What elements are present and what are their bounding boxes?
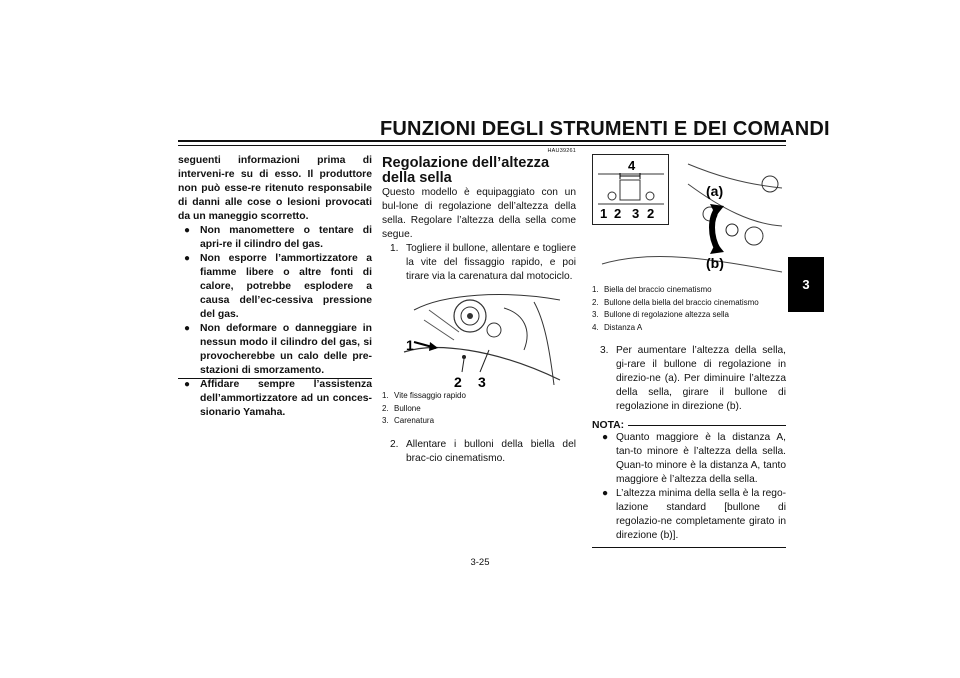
bullet-icon: ● [602,488,609,499]
caption-item: 3. Carenatura [382,416,435,425]
figure-label-b: (b) [706,255,724,271]
linkage-figure [592,154,786,278]
figure-label-2: 2 [614,206,622,221]
step-1: 1. Togliere il bullone, allentare e togliere la vite del fissaggio rapido, e poi tirare via la carenatura dal motociclo. [390,243,576,282]
bullet-icon: ● [602,432,609,443]
left-column [178,154,372,420]
section-intro: Questo modello è equipaggiato con un bul-lone di regolazione dell’altezza della sella. Regolare l’altezza della sella come segue. [382,187,576,240]
step-2: 2. Allentare i bulloni della biella del brac-cio cinematismo. [390,438,576,464]
bullet-item: ● Non manomettere o tentare di apri-re il cilindro del gas. [184,225,372,250]
bullet-icon: ● [184,323,191,334]
note-item: ● Quanto maggiore è la distanza A, tan-to minore è l’altezza della sella. Quan-to minore è la distanza A, tanto maggiore è l’altezza della sella. [602,432,786,485]
right-column [592,154,786,548]
figure-label-2b: 2 [647,206,655,221]
fairing-figure [384,290,562,390]
figure-label-4: 4 [628,158,636,173]
caption-item: 1. Biella del braccio cinematismo [592,285,712,294]
caption-item: 1. Vite fissaggio rapido [382,391,466,400]
figure-label-3: 3 [478,374,486,390]
note-label: NOTA: [592,420,625,431]
intro-text: seguenti informazioni prima di interveni-re su di esso. Il produttore non può esse-re ritenuto responsabile di danni alle cose o lesioni provocati da un maneggio scorretto. [178,155,372,222]
chapter-tab: 3 [788,257,824,312]
note-rule [628,425,786,426]
section-code: HAU39261 [547,148,576,154]
figure-captions [382,390,576,428]
caption-item: 2. Bullone [382,403,421,413]
bullet-icon: ● [184,379,191,390]
figure-label-3: 3 [632,206,640,221]
note-end-rule [592,547,786,548]
figure-label-1: 1 [406,337,414,353]
figure-captions [592,284,786,334]
step-3: 3. Per aumentare l’altezza della sella, gi-rare il bullone di regolazione in direzio-ne (a). Per diminuire l’altezza della sella, girare il bullone di regolazione in direzione (b). [600,345,786,412]
middle-column [382,148,576,466]
section-title: Regolazione dell’altezza della sella [382,155,550,186]
header-rule [178,140,786,142]
bullet-item: ● Non deformare o danneggiare in nessun modo il cilindro del gas, si provocherebbe un calo delle pre-stazioni di smorzamento. [184,323,372,376]
figure-label-a: (a) [706,183,724,199]
figure-label-2: 2 [454,374,462,390]
page-title: FUNZIONI DEGLI STRUMENTI E DEI COMANDI [380,118,830,140]
header-rule-thin [178,145,786,146]
warning-end-rule [178,378,372,379]
caption-item: 3. Bullone di regolazione altezza sella [592,310,729,319]
caption-item: 2. Bullone della biella del braccio cinematismo [592,297,759,307]
bullet-icon: ● [184,225,191,236]
page-number: 3-25 [470,557,490,568]
note-item: ● L’altezza minima della sella è la rego-lazione standard [bullone di regolazio-ne completamente girato in direzione (b)]. [602,488,786,541]
bullet-item: ● Non esporre l’ammortizzatore a fiamme libere o altre fonti di calore, potrebbe esplodere a causa dell’ec-cessiva pressione del gas. [184,253,372,320]
bullet-icon: ● [184,253,191,264]
bullet-item: ● Affidare sempre l’assistenza dell’ammortizzatore ad un conces-sionario Yamaha. [184,379,372,418]
figure-label-1: 1 [600,206,608,221]
caption-item: 4. Distanza A [592,322,643,332]
note-header [592,420,786,431]
